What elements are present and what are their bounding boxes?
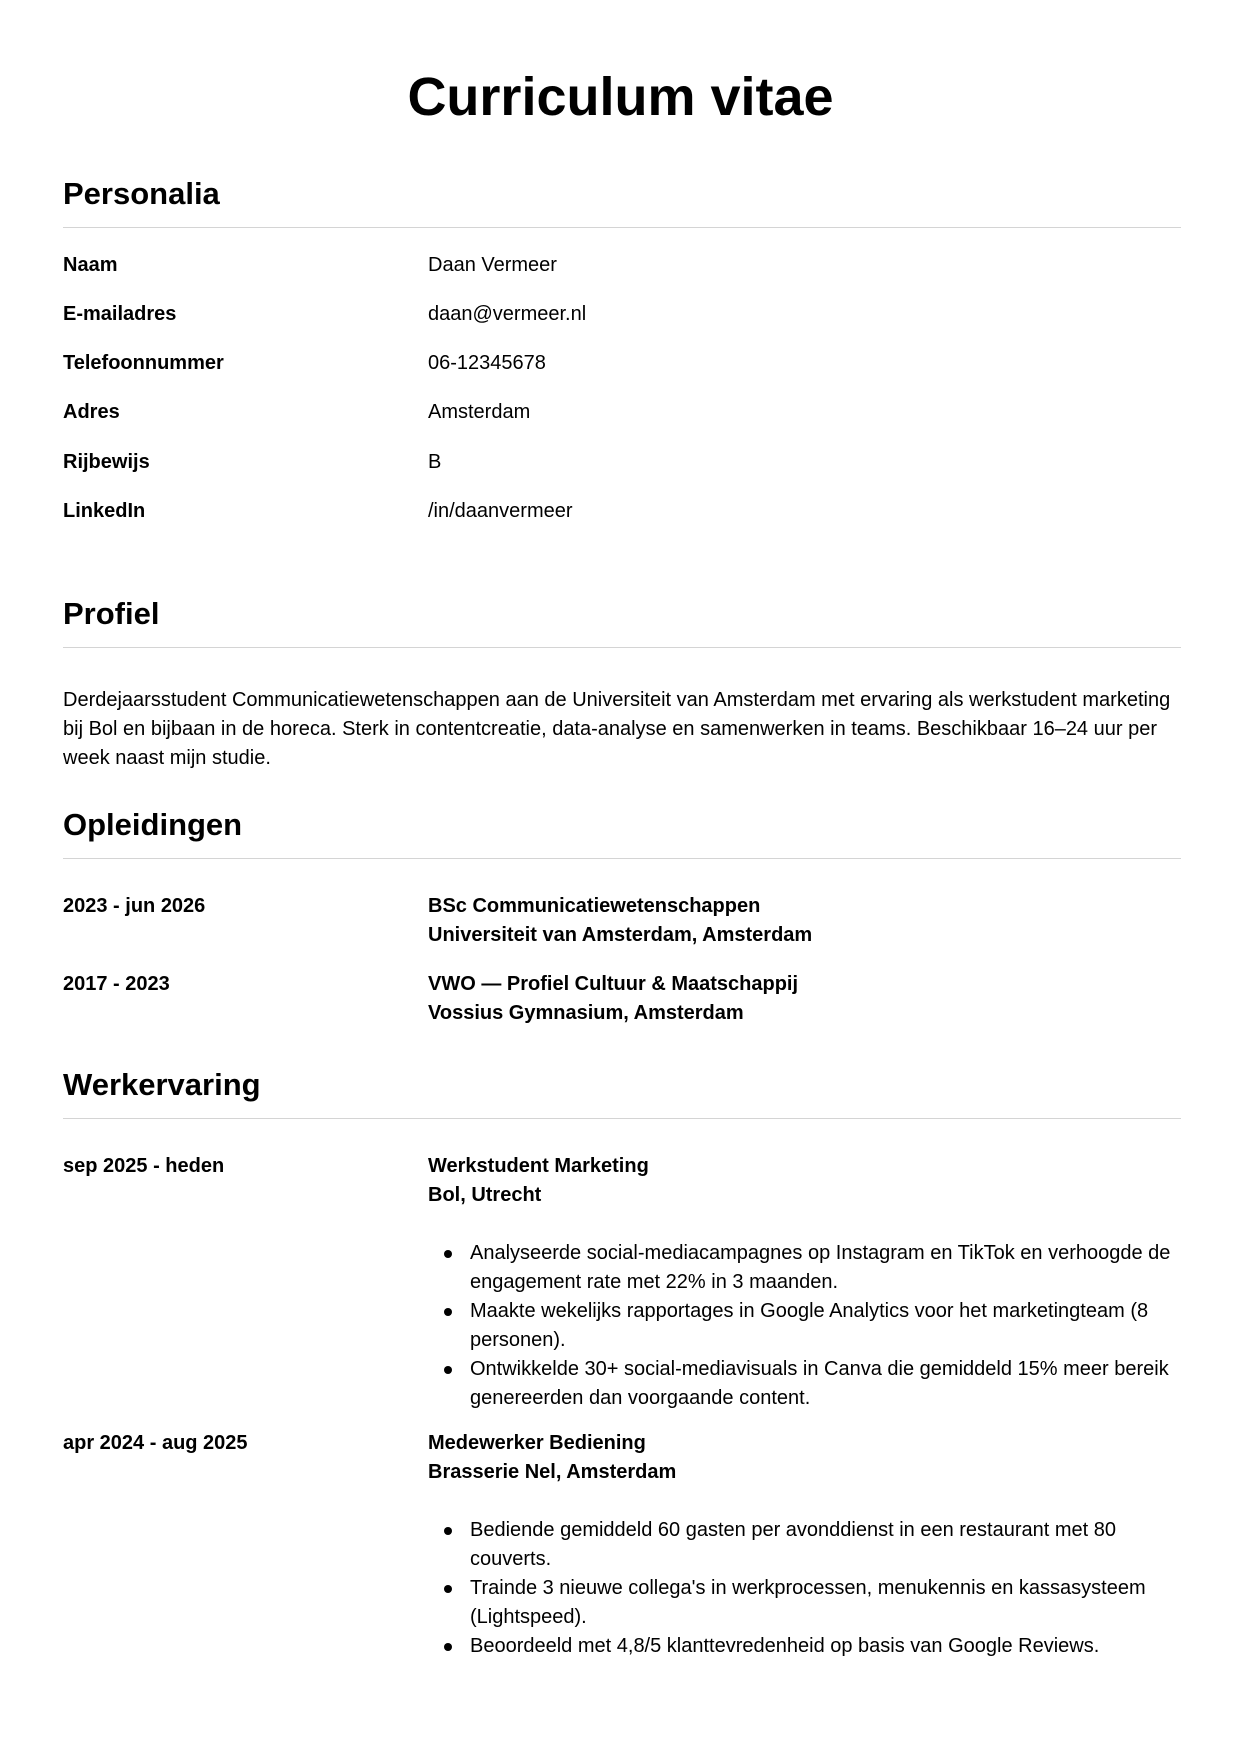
field-value: Amsterdam bbox=[428, 401, 531, 423]
field-value: 06-12345678 bbox=[428, 352, 546, 374]
field-label: LinkedIn bbox=[63, 500, 146, 522]
bullet-icon bbox=[444, 1366, 452, 1374]
personalia-section bbox=[63, 174, 1181, 522]
achievement-item bbox=[428, 1574, 1181, 1632]
profile-summary: Derdejaarsstudent Communicatiewetenschappen aan de Universiteit van Amsterdam met ervaring als werkstudent marketing bij Bol en bijbaan in de horeca. Sterk in contentcreatie, data-analyse en samenwerken in teams. Beschikbaar 16–24 uur per week naast mijn studie. bbox=[63, 689, 1171, 769]
achievement-text: Beoordeeld met 4,8/5 klanttevredenheid op basis van Google Reviews. bbox=[470, 1635, 1100, 1657]
bullet-icon bbox=[444, 1643, 452, 1651]
achievement-text: Ontwikkelde 30+ social-mediavisuals in Canva die gemiddeld 15% meer bereik genereerden dan voorgaande content. bbox=[470, 1358, 1169, 1409]
entry-period: sep 2025 - heden bbox=[63, 1155, 225, 1177]
section-divider bbox=[63, 858, 1181, 859]
entry-organization: Vossius Gymnasium, Amsterdam bbox=[428, 1002, 744, 1024]
achievement-text: Analyseerde social-mediacampagnes op Instagram en TikTok en verhoogde de engagement rate met 22% in 3 maanden. bbox=[470, 1242, 1171, 1293]
entry-organization: Brasserie Nel, Amsterdam bbox=[428, 1461, 677, 1483]
bullet-icon bbox=[444, 1308, 452, 1316]
field-label: E-mailadres bbox=[63, 303, 177, 325]
entry-body bbox=[428, 970, 1181, 1028]
work-entry bbox=[63, 1152, 1181, 1409]
field-value: B bbox=[428, 451, 442, 473]
entry-title: Medewerker Bediening bbox=[428, 1432, 646, 1454]
education-entry bbox=[63, 970, 1181, 1028]
achievement-list bbox=[428, 1239, 1181, 1413]
achievement-list bbox=[428, 1516, 1181, 1661]
entry-body bbox=[428, 1152, 1181, 1413]
achievement-text: Maakte wekelijks rapportages in Google Analytics voor het marketingteam (8 personen). bbox=[470, 1300, 1149, 1351]
field-value: /in/daanvermeer bbox=[428, 500, 573, 522]
achievement-text: Bediende gemiddeld 60 gasten per avonddienst in een restaurant met 80 couverts. bbox=[470, 1519, 1117, 1570]
entry-period: apr 2024 - aug 2025 bbox=[63, 1432, 248, 1454]
field-label: Adres bbox=[63, 401, 120, 423]
section-divider bbox=[63, 227, 1181, 228]
entry-body bbox=[428, 892, 1181, 950]
field-label: Telefoonnummer bbox=[63, 352, 224, 374]
werkervaring-section bbox=[63, 1065, 1181, 1665]
achievement-item bbox=[428, 1297, 1181, 1355]
section-divider bbox=[63, 1118, 1181, 1119]
profiel-section bbox=[63, 594, 1181, 784]
entry-title: Werkstudent Marketing bbox=[428, 1155, 649, 1177]
field-value: daan@vermeer.nl bbox=[428, 303, 587, 325]
field-label: Naam bbox=[63, 254, 118, 276]
bullet-icon bbox=[444, 1585, 452, 1593]
field-label: Rijbewijs bbox=[63, 451, 150, 473]
opleidingen-section bbox=[63, 805, 1181, 1035]
education-entry bbox=[63, 892, 1181, 950]
field-value: Daan Vermeer bbox=[428, 254, 557, 276]
entry-organization: Universiteit van Amsterdam, Amsterdam bbox=[428, 924, 813, 946]
bullet-icon bbox=[444, 1527, 452, 1535]
achievement-item bbox=[428, 1632, 1181, 1661]
entry-title: VWO — Profiel Cultuur & Maatschappij bbox=[428, 973, 799, 995]
work-entry bbox=[63, 1429, 1181, 1664]
werkervaring-heading: Werkervaring bbox=[63, 1067, 261, 1102]
bullet-icon bbox=[444, 1250, 452, 1258]
entry-title: BSc Communicatiewetenschappen bbox=[428, 895, 761, 917]
achievement-text: Trainde 3 nieuwe collega's in werkprocessen, menukennis en kassasysteem (Lightspeed). bbox=[470, 1577, 1146, 1628]
achievement-item bbox=[428, 1355, 1181, 1413]
entry-body bbox=[428, 1429, 1181, 1661]
entry-period: 2017 - 2023 bbox=[63, 973, 170, 995]
achievement-item bbox=[428, 1239, 1181, 1297]
profiel-heading: Profiel bbox=[63, 596, 160, 631]
opleidingen-heading: Opleidingen bbox=[63, 807, 243, 842]
entry-organization: Bol, Utrecht bbox=[428, 1184, 542, 1206]
section-divider bbox=[63, 647, 1181, 648]
document-title: Curriculum vitae bbox=[407, 67, 834, 127]
achievement-item bbox=[428, 1516, 1181, 1574]
personalia-heading: Personalia bbox=[63, 176, 220, 211]
entry-period: 2023 - jun 2026 bbox=[63, 895, 206, 917]
